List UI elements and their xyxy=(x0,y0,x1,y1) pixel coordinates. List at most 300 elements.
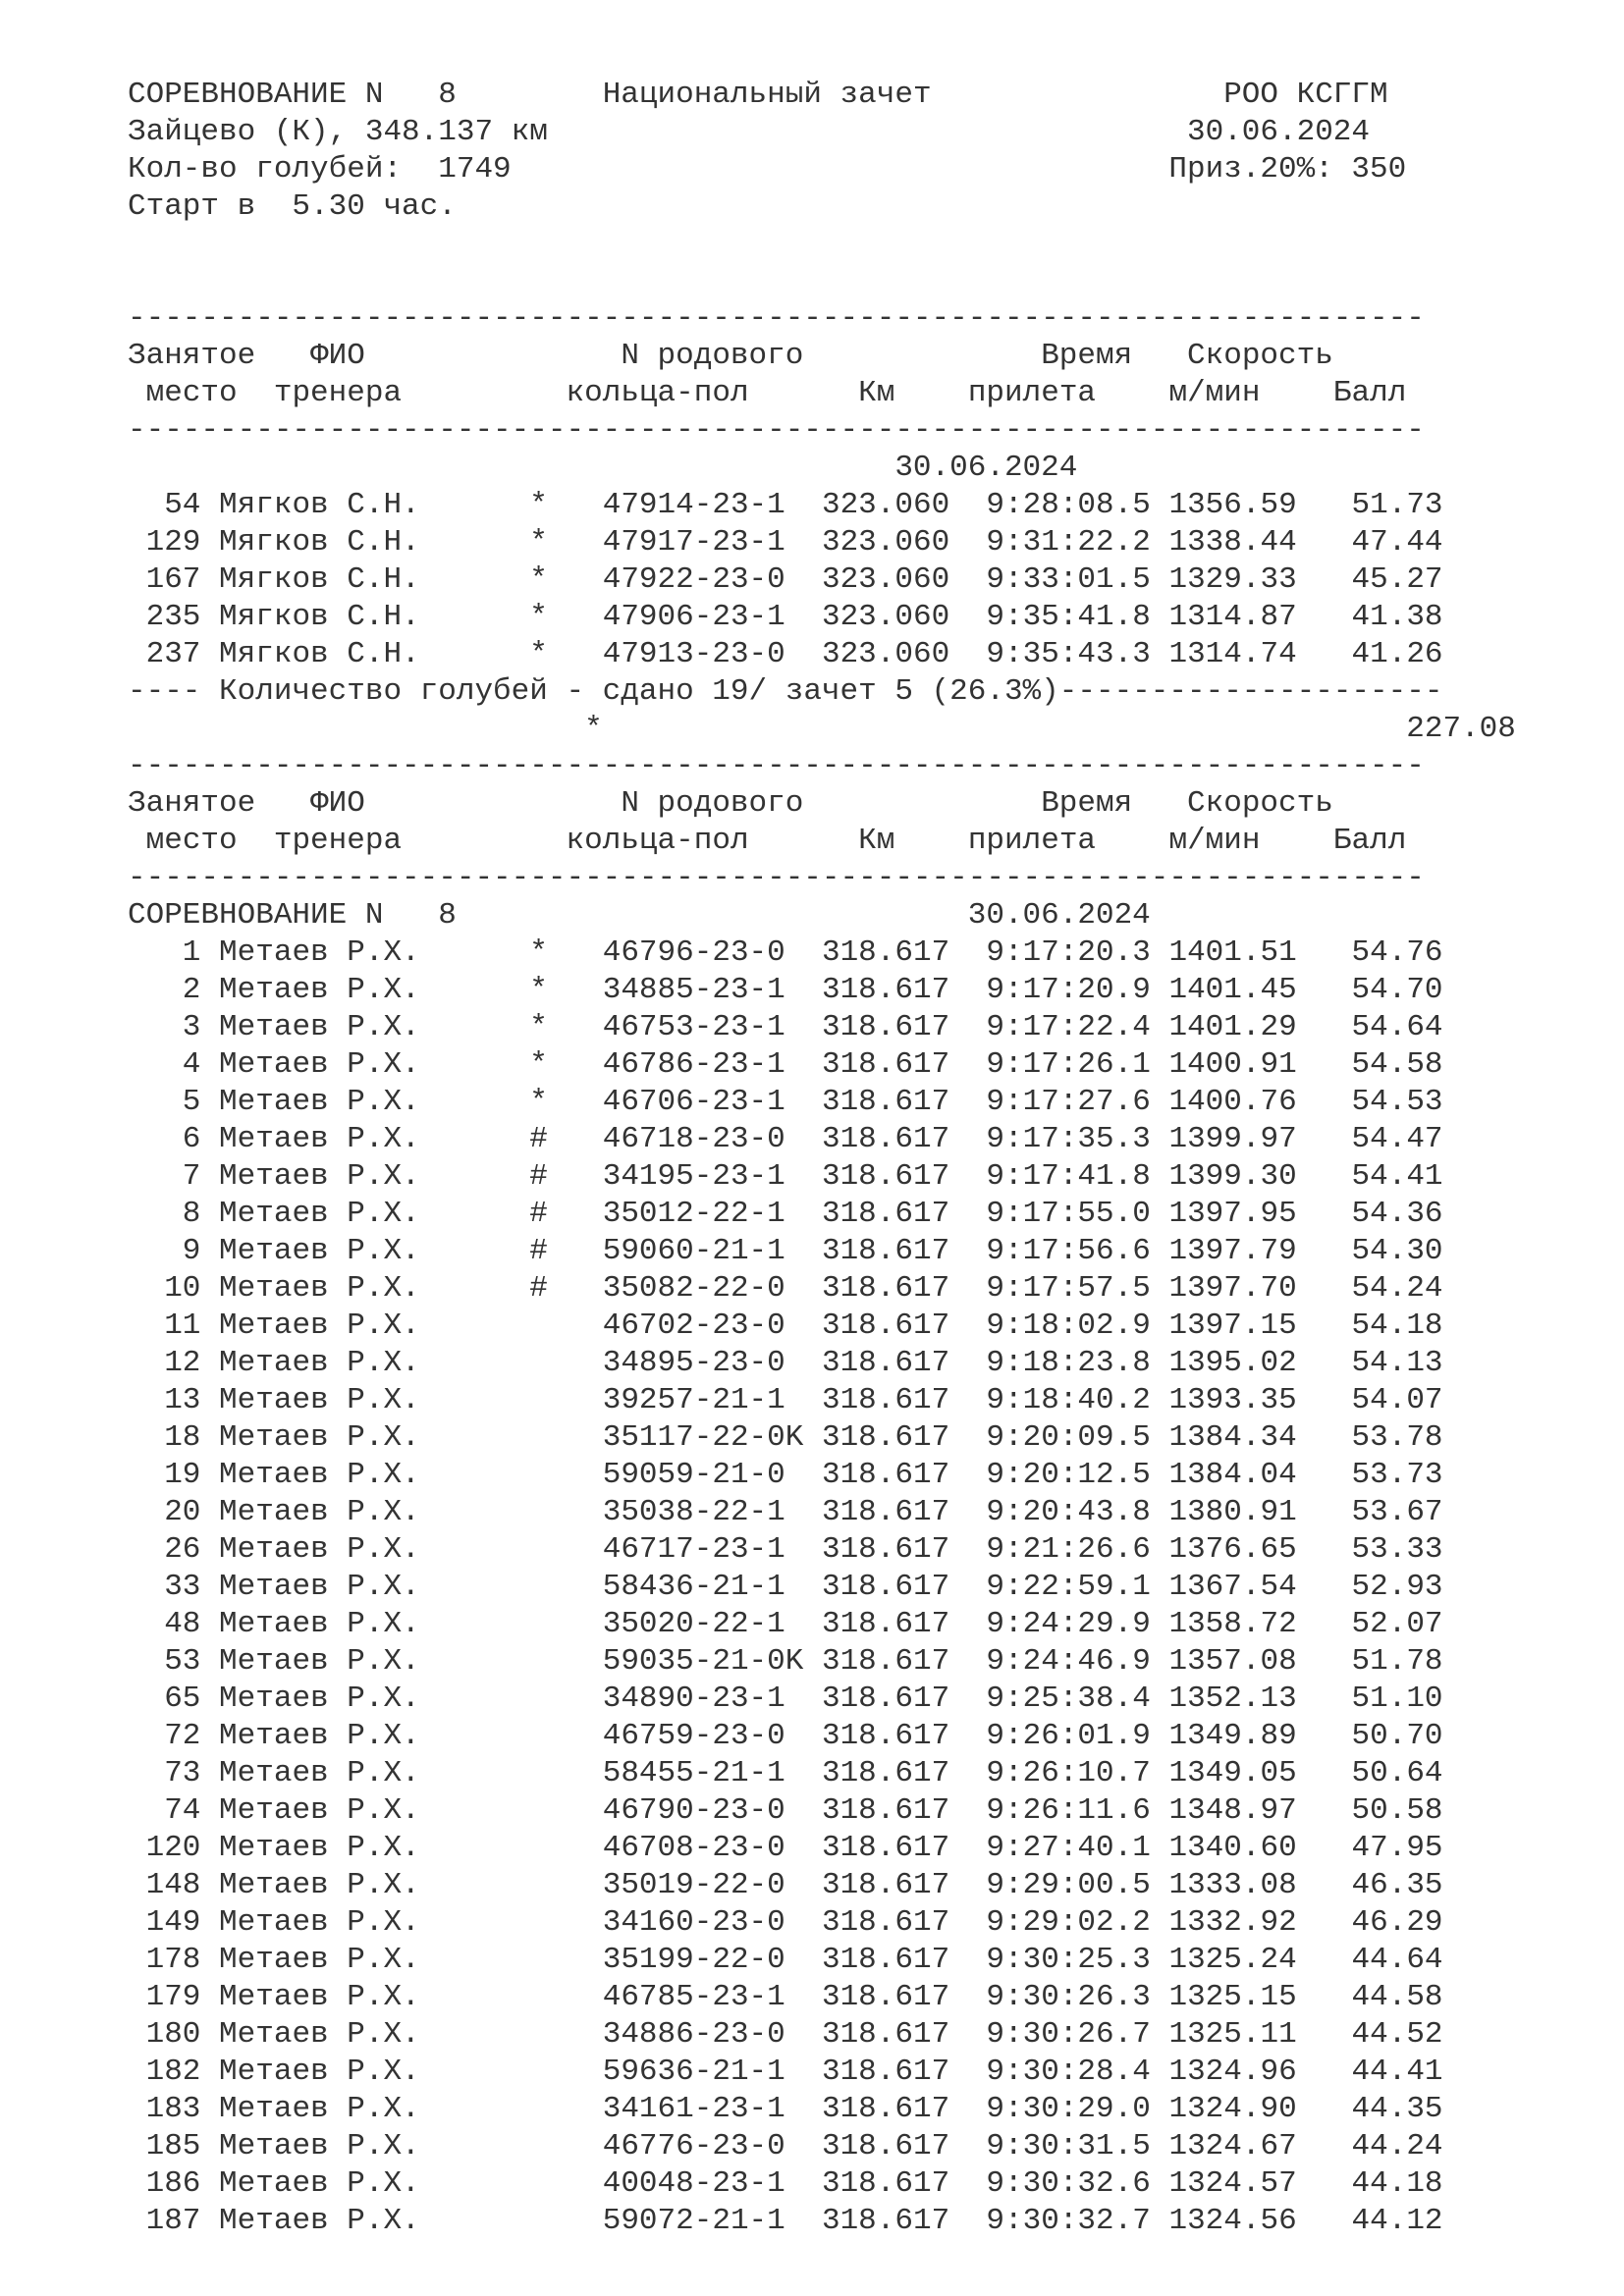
cell-ring: 59072-21-1 xyxy=(602,2204,804,2238)
cell-mark: * xyxy=(529,488,548,522)
summary-line: ---- Количество голубей - сдано 19/ зачет 5 (26.3%)--------------------- xyxy=(128,674,1443,709)
cell-mark: # xyxy=(529,1122,548,1156)
cell-time: 9:18:23.8 xyxy=(986,1346,1151,1380)
cell-place: 53 xyxy=(128,1644,201,1679)
cell-speed: 1367.54 xyxy=(1168,1570,1297,1604)
col-ring-header: N родового xyxy=(621,786,804,821)
cell-km: 318.617 xyxy=(821,973,950,1007)
cell-speed: 1401.45 xyxy=(1168,973,1297,1007)
col-time-header: Время xyxy=(1041,786,1133,821)
cell-trainer: Метаев Р.Х. xyxy=(219,1271,420,1306)
cell-trainer: Метаев Р.Х. xyxy=(219,1047,420,1082)
cell-speed: 1325.15 xyxy=(1168,1980,1297,2014)
cell-ring: 35012-22-1 xyxy=(602,1197,804,1231)
cell-mark xyxy=(529,1532,548,1567)
cell-km: 318.617 xyxy=(821,2166,950,2201)
cell-mark xyxy=(529,1458,548,1492)
cell-time: 9:30:26.3 xyxy=(986,1980,1151,2014)
cell-ring: 47917-23-1 xyxy=(602,525,804,560)
col-place-header: Занятое xyxy=(128,786,256,821)
cell-time: 9:30:28.4 xyxy=(986,2055,1151,2089)
cell-trainer: Мягков С.Н. xyxy=(219,637,420,671)
total-mark: * xyxy=(584,712,603,746)
cell-place: 187 xyxy=(128,2204,201,2238)
cell-speed: 1397.79 xyxy=(1168,1234,1297,1268)
cell-speed: 1352.13 xyxy=(1168,1682,1297,1716)
cell-km: 318.617 xyxy=(821,1980,950,2014)
cell-score: 53.73 xyxy=(1332,1458,1443,1492)
cell-mark: # xyxy=(529,1159,548,1194)
table-row xyxy=(128,1531,1551,1569)
cell-time: 9:28:08.5 xyxy=(986,488,1151,522)
cell-mark xyxy=(529,2204,548,2238)
cell-score: 53.67 xyxy=(1332,1495,1443,1529)
cell-time: 9:33:01.5 xyxy=(986,562,1151,597)
cell-km: 318.617 xyxy=(821,1420,950,1455)
cell-speed: 1340.60 xyxy=(1168,1831,1297,1865)
cell-score: 44.35 xyxy=(1332,2092,1443,2126)
cell-km: 318.617 xyxy=(821,1644,950,1679)
cell-time: 9:26:11.6 xyxy=(986,1793,1151,1828)
cell-time: 9:17:35.3 xyxy=(986,1122,1151,1156)
cell-ring: 58455-21-1 xyxy=(602,1756,804,1790)
cell-score: 46.29 xyxy=(1332,1905,1443,1940)
cell-ring: 47906-23-1 xyxy=(602,600,804,634)
cell-place: 182 xyxy=(128,2055,201,2089)
cell-trainer: Мягков С.Н. xyxy=(219,525,420,560)
cell-km: 318.617 xyxy=(821,1010,950,1044)
cell-trainer: Мягков С.Н. xyxy=(219,562,420,597)
cell-trainer: Метаев Р.Х. xyxy=(219,973,420,1007)
col-time-header-2: прилета xyxy=(967,824,1097,858)
cell-ring: 47922-23-0 xyxy=(602,562,804,597)
section2-date: 30.06.2024 xyxy=(967,898,1151,933)
cell-trainer: Метаев Р.Х. xyxy=(219,2055,420,2089)
cell-ring: 46702-23-0 xyxy=(602,1308,804,1343)
cell-speed: 1401.51 xyxy=(1168,935,1297,970)
table-row xyxy=(128,1419,1551,1457)
cell-time: 9:20:43.8 xyxy=(986,1495,1151,1529)
cell-km: 318.617 xyxy=(821,2092,950,2126)
cell-mark xyxy=(529,1943,548,1977)
cell-ring: 35019-22-0 xyxy=(602,1868,804,1902)
cell-mark: # xyxy=(529,1271,548,1306)
cell-speed: 1380.91 xyxy=(1168,1495,1297,1529)
cell-trainer: Метаев Р.Х. xyxy=(219,1793,420,1828)
cell-speed: 1332.92 xyxy=(1168,1905,1297,1940)
cell-speed: 1397.95 xyxy=(1168,1197,1297,1231)
cell-km: 318.617 xyxy=(821,1458,950,1492)
cell-mark xyxy=(529,1793,548,1828)
cell-km: 318.617 xyxy=(821,1943,950,1977)
header-line-1 xyxy=(128,77,1551,114)
cell-ring: 46796-23-0 xyxy=(602,935,804,970)
cell-km: 323.060 xyxy=(821,488,950,522)
section1-date: 30.06.2024 xyxy=(894,451,1078,485)
table-row xyxy=(128,1009,1551,1046)
col-place-header-2: место xyxy=(145,376,238,410)
table-row xyxy=(128,972,1551,1009)
cell-mark: * xyxy=(529,637,548,671)
cell-trainer: Метаев Р.Х. xyxy=(219,1682,420,1716)
cell-trainer: Метаев Р.Х. xyxy=(219,2204,420,2238)
cell-speed: 1349.05 xyxy=(1168,1756,1297,1790)
cell-ring: 35117-22-0K xyxy=(602,1420,804,1455)
cell-score: 54.41 xyxy=(1332,1159,1443,1194)
cell-time: 9:17:27.6 xyxy=(986,1085,1151,1119)
cell-mark xyxy=(529,1495,548,1529)
cell-trainer: Метаев Р.Х. xyxy=(219,2166,420,2201)
cell-km: 318.617 xyxy=(821,1756,950,1790)
cell-place: 48 xyxy=(128,1607,201,1641)
cell-km: 318.617 xyxy=(821,1905,950,1940)
cell-score: 54.53 xyxy=(1332,1085,1443,1119)
cell-mark: * xyxy=(529,973,548,1007)
divider: ----------------------------------------------------------------------- xyxy=(128,301,1425,336)
results-document xyxy=(128,77,1551,2240)
cell-place: 179 xyxy=(128,1980,201,2014)
cell-time: 9:17:55.0 xyxy=(986,1197,1151,1231)
table-row xyxy=(128,1121,1551,1158)
cell-time: 9:24:46.9 xyxy=(986,1644,1151,1679)
cell-trainer: Метаев Р.Х. xyxy=(219,1607,420,1641)
table-row xyxy=(128,524,1551,561)
divider: ----------------------------------------------------------------------- xyxy=(128,861,1425,895)
cell-speed: 1399.97 xyxy=(1168,1122,1297,1156)
cell-time: 9:20:12.5 xyxy=(986,1458,1151,1492)
table-row xyxy=(128,561,1551,599)
cell-ring: 35020-22-1 xyxy=(602,1607,804,1641)
cell-score: 52.93 xyxy=(1332,1570,1443,1604)
cell-score: 54.18 xyxy=(1332,1308,1443,1343)
cell-speed: 1358.72 xyxy=(1168,1607,1297,1641)
cell-km: 318.617 xyxy=(821,1793,950,1828)
cell-mark: * xyxy=(529,1010,548,1044)
cell-score: 41.38 xyxy=(1332,600,1443,634)
cell-time: 9:35:41.8 xyxy=(986,600,1151,634)
cell-mark: * xyxy=(529,600,548,634)
cell-score: 54.13 xyxy=(1332,1346,1443,1380)
cell-mark xyxy=(529,1570,548,1604)
cell-score: 47.44 xyxy=(1332,525,1443,560)
cell-trainer: Метаев Р.Х. xyxy=(219,1905,420,1940)
table-row xyxy=(128,1270,1551,1308)
cell-time: 9:18:40.2 xyxy=(986,1383,1151,1417)
cell-speed: 1348.97 xyxy=(1168,1793,1297,1828)
table-row xyxy=(128,1979,1551,2016)
cell-km: 318.617 xyxy=(821,2129,950,2163)
table-row xyxy=(128,1196,1551,1233)
cell-time: 9:21:26.6 xyxy=(986,1532,1151,1567)
cell-place: 73 xyxy=(128,1756,201,1790)
cell-km: 318.617 xyxy=(821,1495,950,1529)
col-speed-header-2: м/мин xyxy=(1168,376,1261,410)
col-ring-header-2: кольца-пол xyxy=(566,824,749,858)
cell-ring: 34895-23-0 xyxy=(602,1346,804,1380)
cell-ring: 39257-21-1 xyxy=(602,1383,804,1417)
cell-ring: 40048-23-1 xyxy=(602,2166,804,2201)
cell-score: 44.64 xyxy=(1332,1943,1443,1977)
cell-speed: 1399.30 xyxy=(1168,1159,1297,1194)
cell-time: 9:31:22.2 xyxy=(986,525,1151,560)
table-row xyxy=(128,1569,1551,1606)
cell-time: 9:27:40.1 xyxy=(986,1831,1151,1865)
cell-time: 9:22:59.1 xyxy=(986,1570,1151,1604)
cell-mark xyxy=(529,2129,548,2163)
table-row xyxy=(128,1345,1551,1382)
table-row xyxy=(128,1308,1551,1345)
cell-mark xyxy=(529,1905,548,1940)
table-row xyxy=(128,1792,1551,1830)
cell-score: 44.41 xyxy=(1332,2055,1443,2089)
table-row xyxy=(128,934,1551,972)
cell-time: 9:26:10.7 xyxy=(986,1756,1151,1790)
cell-trainer: Метаев Р.Х. xyxy=(219,1197,420,1231)
cell-place: 11 xyxy=(128,1308,201,1343)
col-trainer-header-2: тренера xyxy=(273,376,403,410)
column-header-row-1 xyxy=(128,785,1551,823)
cell-score: 54.07 xyxy=(1332,1383,1443,1417)
cell-ring: 59059-21-0 xyxy=(602,1458,804,1492)
cell-km: 323.060 xyxy=(821,637,950,671)
cell-ring: 46776-23-0 xyxy=(602,2129,804,2163)
col-speed-header: Скорость xyxy=(1187,786,1333,821)
col-km-header: Км xyxy=(858,824,895,858)
table-row xyxy=(128,1494,1551,1531)
table-row xyxy=(128,1084,1551,1121)
header-line-2 xyxy=(128,114,1551,151)
table-row xyxy=(128,1046,1551,1084)
cell-speed: 1401.29 xyxy=(1168,1010,1297,1044)
cell-mark xyxy=(529,2092,548,2126)
cell-mark xyxy=(529,1831,548,1865)
cell-km: 318.617 xyxy=(821,1234,950,1268)
cell-score: 44.18 xyxy=(1332,2166,1443,2201)
cell-trainer: Метаев Р.Х. xyxy=(219,1644,420,1679)
cell-ring: 46706-23-1 xyxy=(602,1085,804,1119)
cell-ring: 35082-22-0 xyxy=(602,1271,804,1306)
cell-place: 186 xyxy=(128,2166,201,2201)
table-row xyxy=(128,1233,1551,1270)
cell-place: 5 xyxy=(128,1085,201,1119)
cell-time: 9:30:31.5 xyxy=(986,2129,1151,2163)
col-speed-header-2: м/мин xyxy=(1168,824,1261,858)
table-row xyxy=(128,2091,1551,2128)
cell-mark xyxy=(529,1980,548,2014)
cell-score: 50.64 xyxy=(1332,1756,1443,1790)
cell-place: 6 xyxy=(128,1122,201,1156)
cell-km: 318.617 xyxy=(821,1532,950,1567)
cell-place: 20 xyxy=(128,1495,201,1529)
cell-time: 9:17:57.5 xyxy=(986,1271,1151,1306)
cell-km: 318.617 xyxy=(821,1682,950,1716)
cell-time: 9:17:20.3 xyxy=(986,935,1151,970)
cell-score: 53.78 xyxy=(1332,1420,1443,1455)
col-score-header: Балл xyxy=(1332,824,1407,858)
cell-speed: 1384.34 xyxy=(1168,1420,1297,1455)
cell-ring: 34161-23-1 xyxy=(602,2092,804,2126)
cell-trainer: Метаев Р.Х. xyxy=(219,1868,420,1902)
col-place-header: Занятое xyxy=(128,339,256,373)
cell-km: 318.617 xyxy=(821,1122,950,1156)
cell-speed: 1329.33 xyxy=(1168,562,1297,597)
cell-mark xyxy=(529,1644,548,1679)
cell-km: 318.617 xyxy=(821,1085,950,1119)
cell-mark xyxy=(529,1420,548,1455)
cell-trainer: Метаев Р.Х. xyxy=(219,1532,420,1567)
cell-trainer: Метаев Р.Х. xyxy=(219,1122,420,1156)
cell-mark: * xyxy=(529,1047,548,1082)
header-line-4 xyxy=(128,188,1551,226)
section2-competition: СОРЕВНОВАНИЕ N 8 xyxy=(128,898,457,933)
cell-score: 41.26 xyxy=(1332,637,1443,671)
col-km-header: Км xyxy=(858,376,895,410)
cell-speed: 1393.35 xyxy=(1168,1383,1297,1417)
cell-trainer: Метаев Р.Х. xyxy=(219,1458,420,1492)
report-date: 30.06.2024 xyxy=(1186,115,1371,149)
cell-km: 318.617 xyxy=(821,1346,950,1380)
cell-mark: # xyxy=(529,1234,548,1268)
cell-speed: 1400.76 xyxy=(1168,1085,1297,1119)
cell-km: 318.617 xyxy=(821,1570,950,1604)
cell-mark: * xyxy=(529,525,548,560)
cell-time: 9:26:01.9 xyxy=(986,1719,1151,1753)
cell-place: 149 xyxy=(128,1905,201,1940)
cell-place: 2 xyxy=(128,973,201,1007)
cell-speed: 1338.44 xyxy=(1168,525,1297,560)
cell-time: 9:17:26.1 xyxy=(986,1047,1151,1082)
cell-speed: 1324.56 xyxy=(1168,2204,1297,2238)
cell-ring: 35199-22-0 xyxy=(602,1943,804,1977)
cell-ring: 47913-23-0 xyxy=(602,637,804,671)
cell-speed: 1349.89 xyxy=(1168,1719,1297,1753)
cell-mark xyxy=(529,1756,548,1790)
cell-km: 318.617 xyxy=(821,1719,950,1753)
cell-speed: 1324.67 xyxy=(1168,2129,1297,2163)
cell-time: 9:30:32.7 xyxy=(986,2204,1151,2238)
cell-ring: 59060-21-1 xyxy=(602,1234,804,1268)
table-row xyxy=(128,1457,1551,1494)
cell-mark xyxy=(529,2017,548,2052)
cell-place: 72 xyxy=(128,1719,201,1753)
cell-score: 44.12 xyxy=(1332,2204,1443,2238)
cell-ring: 35038-22-1 xyxy=(602,1495,804,1529)
cell-trainer: Метаев Р.Х. xyxy=(219,1420,420,1455)
cell-ring: 34886-23-0 xyxy=(602,2017,804,2052)
cell-time: 9:30:26.7 xyxy=(986,2017,1151,2052)
table-row xyxy=(128,2128,1551,2165)
cell-km: 318.617 xyxy=(821,1197,950,1231)
cell-score: 51.10 xyxy=(1332,1682,1443,1716)
cell-mark xyxy=(529,1346,548,1380)
cell-ring: 46759-23-0 xyxy=(602,1719,804,1753)
cell-mark: # xyxy=(529,1197,548,1231)
cell-ring: 46786-23-1 xyxy=(602,1047,804,1082)
cell-trainer: Метаев Р.Х. xyxy=(219,1495,420,1529)
cell-score: 54.58 xyxy=(1332,1047,1443,1082)
cell-trainer: Метаев Р.Х. xyxy=(219,1980,420,2014)
cell-ring: 46785-23-1 xyxy=(602,1980,804,2014)
cell-trainer: Метаев Р.Х. xyxy=(219,2017,420,2052)
table-row xyxy=(128,1606,1551,1643)
cell-ring: 46718-23-0 xyxy=(602,1122,804,1156)
cell-place: 8 xyxy=(128,1197,201,1231)
cell-trainer: Метаев Р.Х. xyxy=(219,2092,420,2126)
table-row xyxy=(128,1867,1551,1904)
cell-place: 65 xyxy=(128,1682,201,1716)
section2-heading xyxy=(128,897,1551,934)
col-trainer-header-2: тренера xyxy=(273,824,403,858)
cell-trainer: Метаев Р.Х. xyxy=(219,1719,420,1753)
cell-time: 9:17:22.4 xyxy=(986,1010,1151,1044)
divider: ----------------------------------------------------------------------- xyxy=(128,749,1425,783)
cell-trainer: Метаев Р.Х. xyxy=(219,1085,420,1119)
cell-km: 323.060 xyxy=(821,562,950,597)
cell-score: 54.76 xyxy=(1332,935,1443,970)
table-row xyxy=(128,1718,1551,1755)
cell-score: 51.78 xyxy=(1332,1644,1443,1679)
divider: ----------------------------------------------------------------------- xyxy=(128,413,1425,448)
cell-km: 318.617 xyxy=(821,1047,950,1082)
cell-speed: 1325.11 xyxy=(1168,2017,1297,2052)
cell-score: 47.95 xyxy=(1332,1831,1443,1865)
cell-mark xyxy=(529,1308,548,1343)
cell-score: 53.33 xyxy=(1332,1532,1443,1567)
cell-score: 46.35 xyxy=(1332,1868,1443,1902)
cell-time: 9:17:20.9 xyxy=(986,973,1151,1007)
cell-place: 237 xyxy=(128,637,201,671)
cell-ring: 46790-23-0 xyxy=(602,1793,804,1828)
cell-speed: 1400.91 xyxy=(1168,1047,1297,1082)
cell-ring: 34885-23-1 xyxy=(602,973,804,1007)
cell-km: 323.060 xyxy=(821,600,950,634)
start-time: Старт в 5.30 час. xyxy=(128,189,457,224)
cell-score: 54.47 xyxy=(1332,1122,1443,1156)
col-trainer-header: ФИО xyxy=(310,786,365,821)
col-time-header-2: прилета xyxy=(967,376,1097,410)
total-line xyxy=(128,711,1551,748)
table-row xyxy=(128,2203,1551,2240)
cell-speed: 1324.57 xyxy=(1168,2166,1297,2201)
cell-time: 9:17:56.6 xyxy=(986,1234,1151,1268)
cell-time: 9:29:00.5 xyxy=(986,1868,1151,1902)
cell-speed: 1314.87 xyxy=(1168,600,1297,634)
col-speed-header: Скорость xyxy=(1187,339,1333,373)
cell-time: 9:30:25.3 xyxy=(986,1943,1151,1977)
cell-ring: 58436-21-1 xyxy=(602,1570,804,1604)
cell-time: 9:30:29.0 xyxy=(986,2092,1151,2126)
cell-trainer: Метаев Р.Х. xyxy=(219,1308,420,1343)
cell-mark: * xyxy=(529,1085,548,1119)
cell-speed: 1333.08 xyxy=(1168,1868,1297,1902)
cell-place: 183 xyxy=(128,2092,201,2126)
cell-time: 9:35:43.3 xyxy=(986,637,1151,671)
cell-time: 9:24:29.9 xyxy=(986,1607,1151,1641)
cell-mark xyxy=(529,1719,548,1753)
cell-place: 4 xyxy=(128,1047,201,1082)
cell-score: 54.30 xyxy=(1332,1234,1443,1268)
competition-title: СОРЕВНОВАНИЕ N 8 xyxy=(128,78,457,112)
cell-place: 3 xyxy=(128,1010,201,1044)
cell-km: 318.617 xyxy=(821,1868,950,1902)
cell-trainer: Метаев Р.Х. xyxy=(219,1570,420,1604)
cell-place: 120 xyxy=(128,1831,201,1865)
cell-ring: 59035-21-0K xyxy=(602,1644,804,1679)
cell-score: 45.27 xyxy=(1332,562,1443,597)
cell-place: 167 xyxy=(128,562,201,597)
cell-mark: * xyxy=(529,935,548,970)
cell-km: 318.617 xyxy=(821,1159,950,1194)
